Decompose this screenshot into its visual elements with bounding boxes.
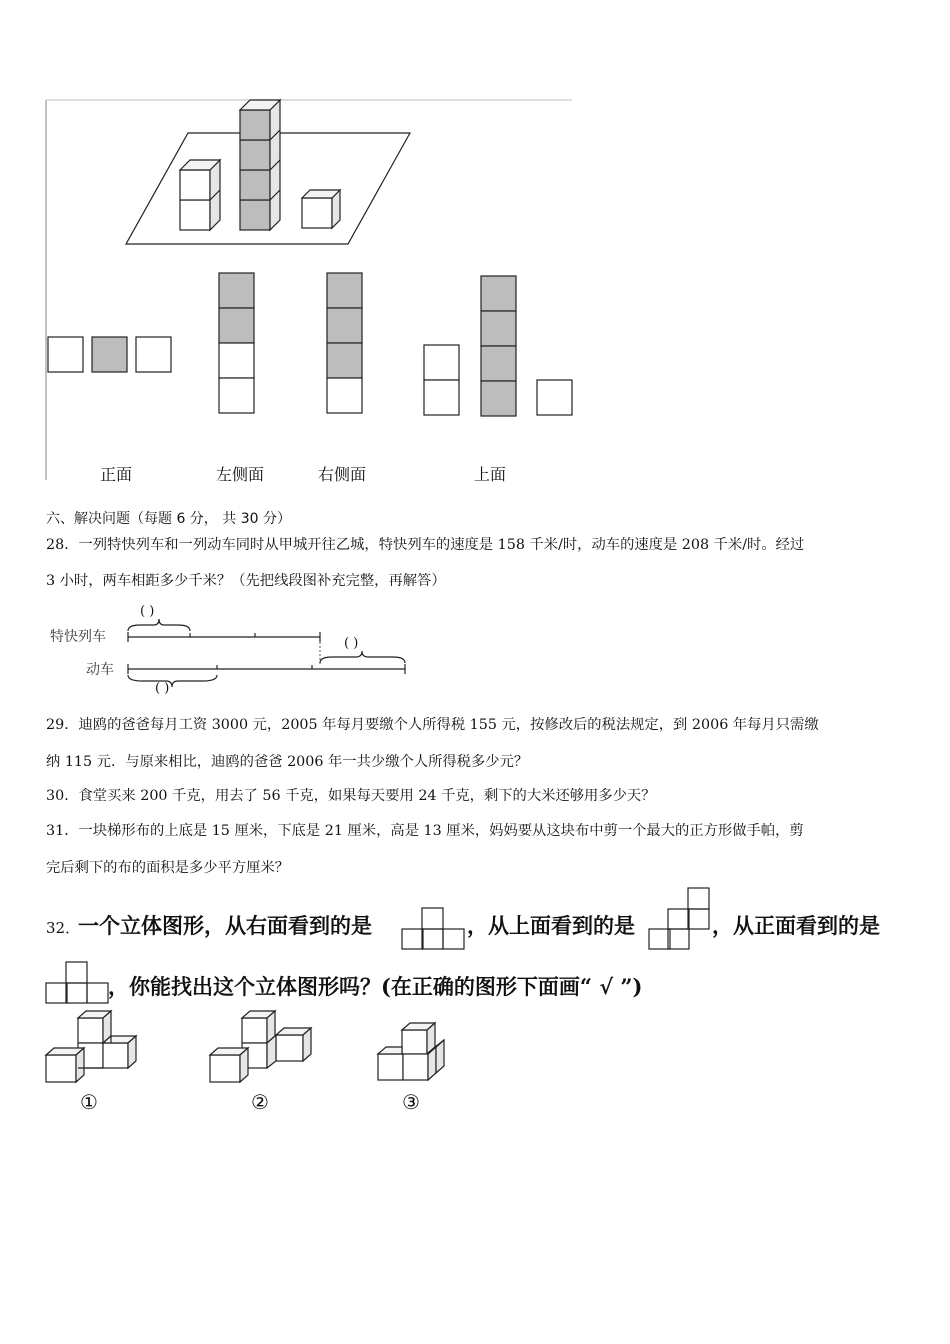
top-figure xyxy=(0,0,950,500)
top-view xyxy=(424,276,572,416)
q28-line2: 3 小时，两车相距多少千米？（先把线段图补充完整，再解答） xyxy=(46,573,446,589)
q32-front-view-icon xyxy=(44,960,114,1005)
q32-part2: ，从上面看到的是 xyxy=(467,913,635,938)
q28-segment-diagram xyxy=(120,605,420,685)
cube-single-right xyxy=(302,190,340,228)
q31-line1: 31．一块梯形布的上底是 15 厘米，下底是 21 厘米，高是 13 厘米，妈妈要从这块布中剪一个最大的正方形做手帕，剪 xyxy=(46,823,804,839)
label-top: 上面 xyxy=(474,465,507,484)
q28-bracket-bottom: ( ) xyxy=(155,681,170,696)
q32-option-1-label: ① xyxy=(80,1090,98,1114)
q32-part1: 一个立体图形，从右面看到的是 xyxy=(78,913,372,938)
q28-label-express: 特快列车 xyxy=(50,629,106,645)
cube-stack-middle xyxy=(240,100,280,230)
q32-top-view-icon xyxy=(648,886,718,951)
q32-option-1-figure xyxy=(44,1008,154,1088)
q30-line1: 30．食堂买来 200 千克，用去了 56 千克，如果每天要用 24 千克，剩下的大米还够用多少天？ xyxy=(46,788,656,804)
q32-part3: ，从正面看到的是 xyxy=(712,913,880,938)
q28-bracket-top: ( ) xyxy=(140,604,155,619)
label-front: 正面 xyxy=(100,465,133,484)
q29-line1: 29．迪鸥的爸爸每月工资 3000 元，2005 年每月要缴个人所得税 155 元，按修改后的税法规定，到 2006 年每月只需缴 xyxy=(46,717,819,733)
q32-right-view-icon xyxy=(400,905,470,950)
q28-bracket-right: ( ) xyxy=(344,636,359,651)
q32-option-3-label: ③ xyxy=(402,1090,420,1114)
q31-line2: 完后剩下的布的面积是多少平方厘米？ xyxy=(46,860,290,876)
right-side-view xyxy=(327,273,362,413)
left-side-view xyxy=(219,273,254,413)
q32-number: 32． xyxy=(46,919,81,937)
section-heading: 六、解决问题（每题 6 分， 共 30 分） xyxy=(46,511,291,527)
label-right-side: 右侧面 xyxy=(318,465,367,484)
cube-stack-left xyxy=(180,160,220,230)
q32-option-3-figure xyxy=(376,1016,486,1096)
q32-option-2-figure xyxy=(208,1008,318,1088)
front-view xyxy=(48,337,171,372)
q28-line1: 28．一列特快列车和一列动车同时从甲城开往乙城，特快列车的速度是 158 千米/时，动车的速度是 208 千米/时。经过 xyxy=(46,537,805,553)
q32-part4: ，你能找出这个立体图形吗？(在正确的图形下面画“ √ ”) xyxy=(108,974,643,999)
label-left-side: 左侧面 xyxy=(216,465,265,484)
q28-label-bullet: 动车 xyxy=(86,662,114,678)
q29-line2: 纳 115 元．与原来相比，迪鸥的爸爸 2006 年一共少缴个人所得税多少元？ xyxy=(46,754,529,770)
q32-option-2-label: ② xyxy=(251,1090,269,1114)
